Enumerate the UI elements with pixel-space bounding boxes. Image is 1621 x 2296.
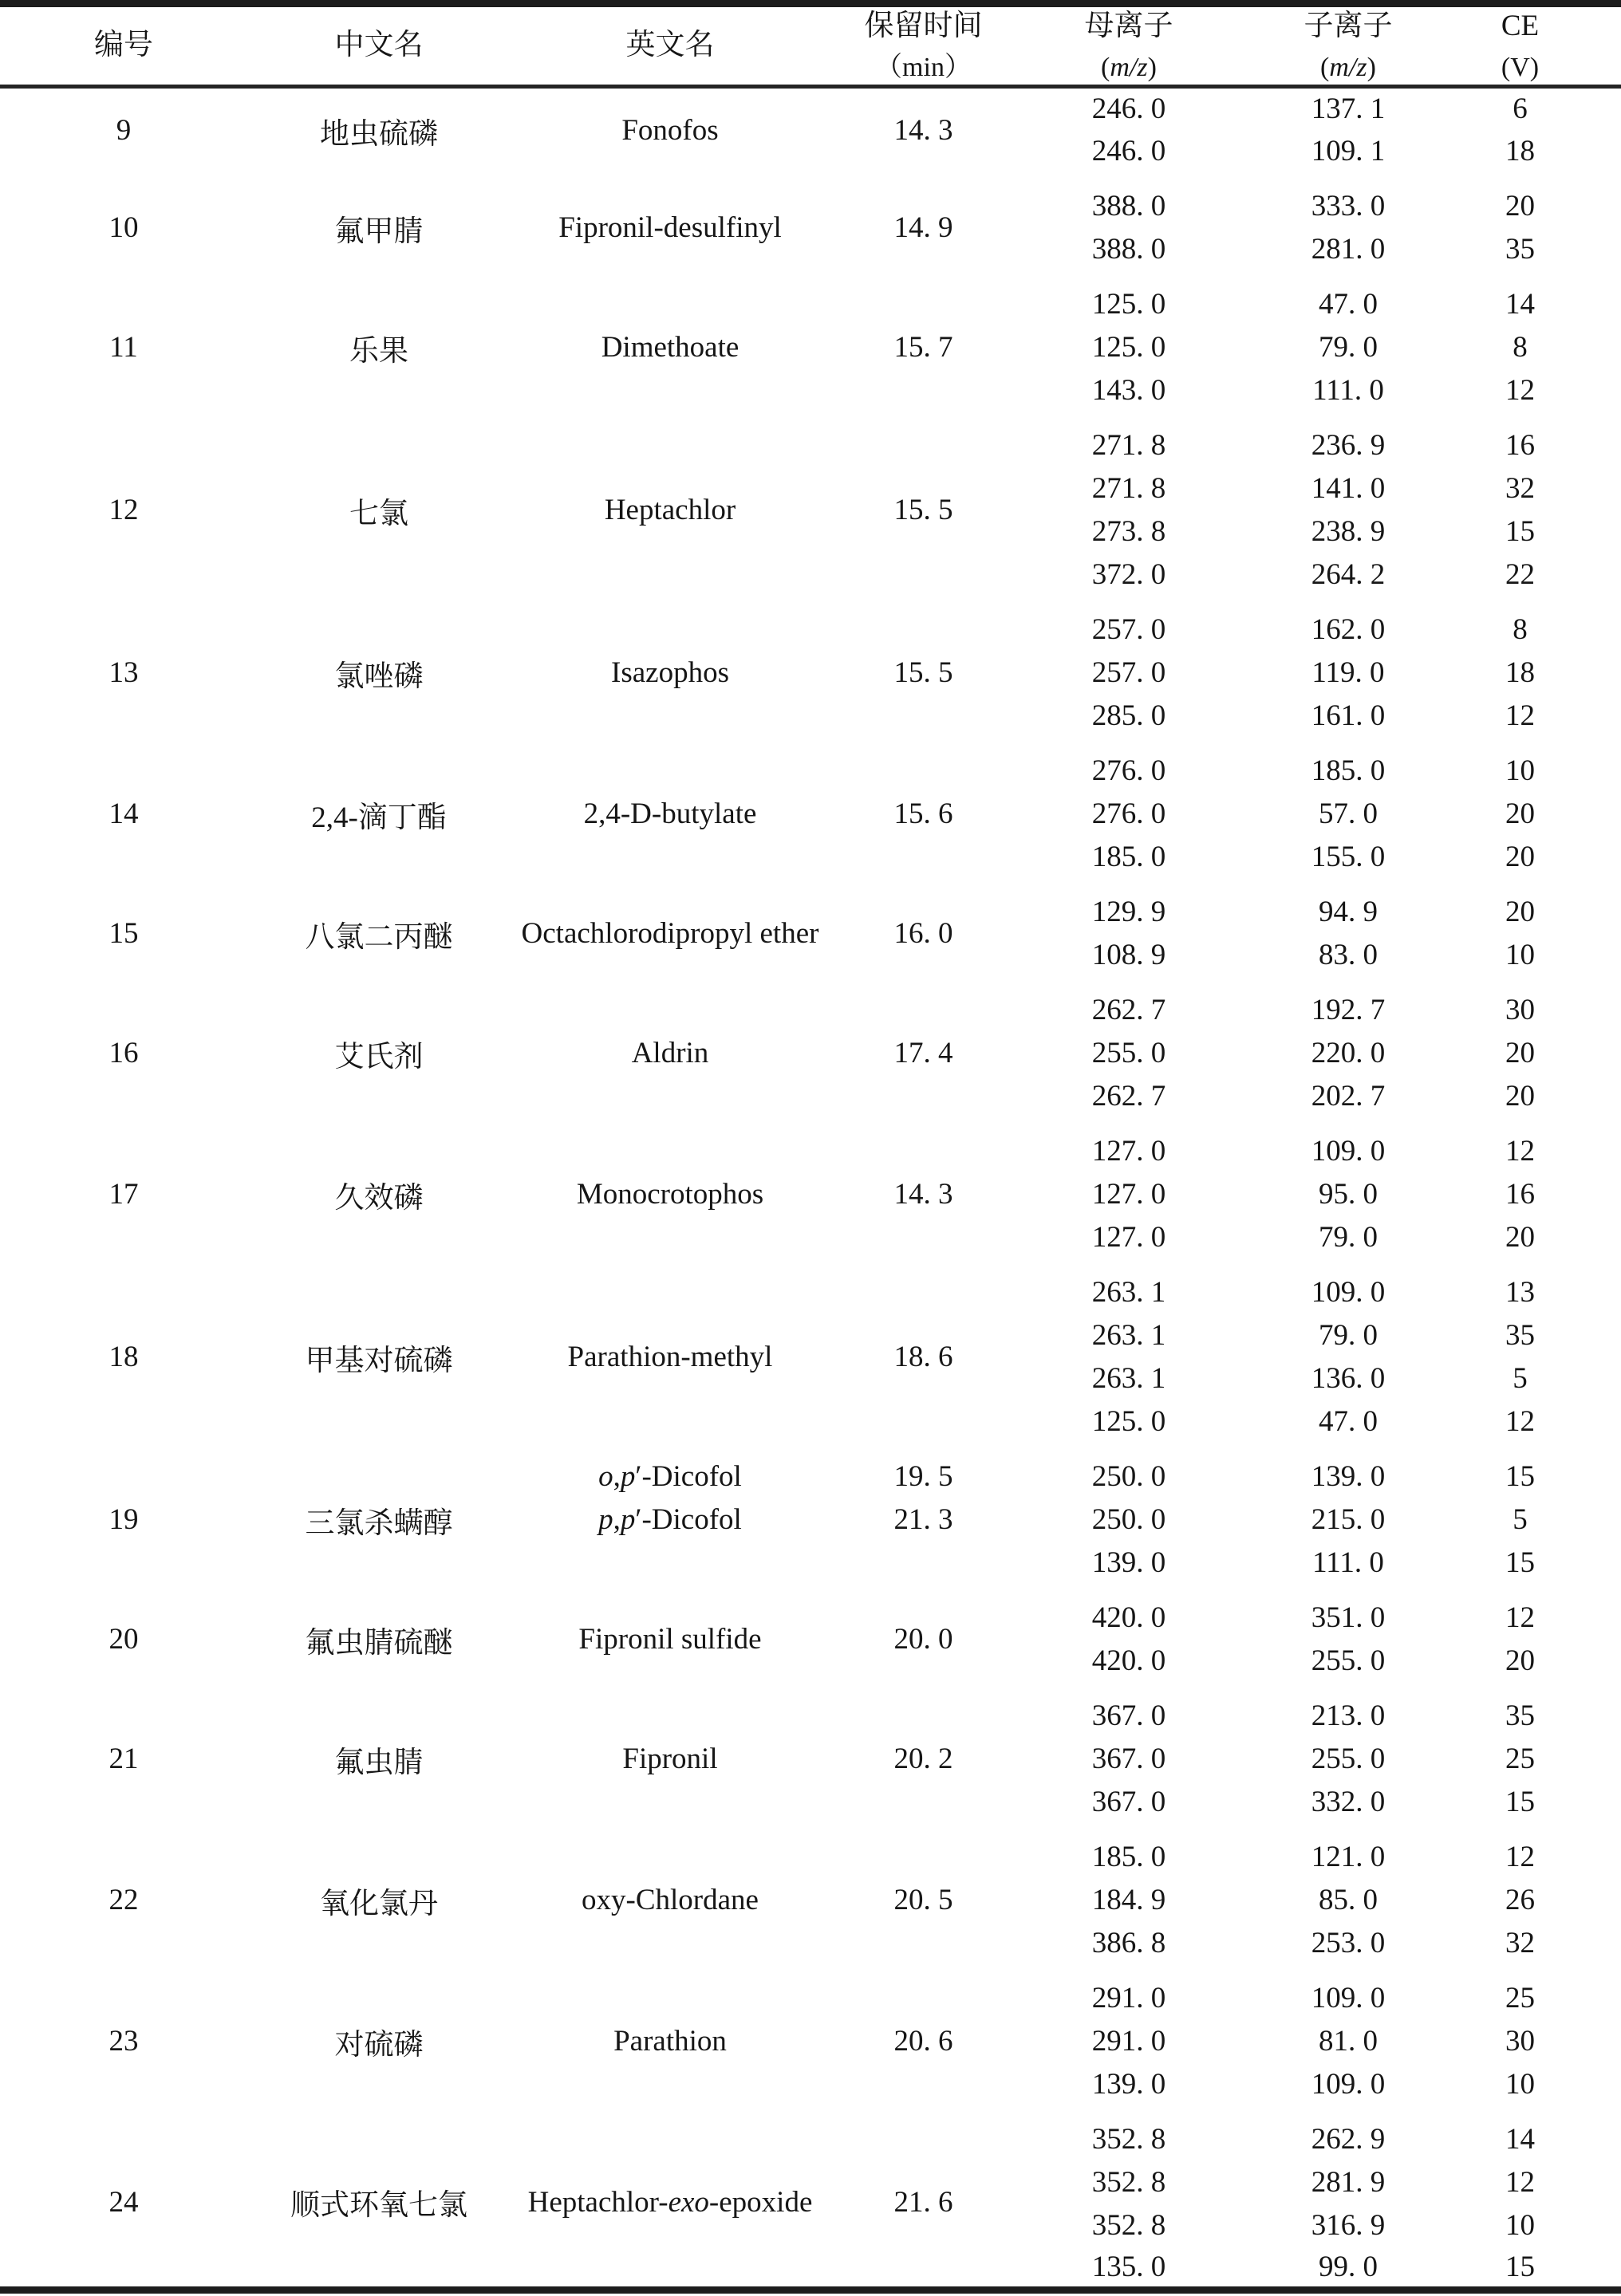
group-spacer-row	[0, 597, 1621, 608]
cell-daughter-ion: 137. 1	[1311, 93, 1386, 126]
cell-parent-ion: 125. 0	[1091, 288, 1166, 321]
cell-daughter-ion: 109. 0	[1311, 1135, 1386, 1168]
cell-daughter-ion: 81. 0	[1319, 2025, 1378, 2058]
cell-number: 14	[108, 797, 139, 830]
group-spacer	[0, 1118, 1621, 1130]
cell-daughter-ion: 281. 9	[1311, 2166, 1386, 2199]
group-spacer	[0, 977, 1621, 989]
cell-chinese-name: 氟虫腈硫醚	[305, 1626, 453, 1660]
cell-parent-ion: 372. 0	[1091, 558, 1166, 591]
cell-parent-ion: 388. 0	[1091, 190, 1166, 223]
cell-parent-ion: 108. 9	[1091, 939, 1166, 971]
cell-english-name: Octachlorodipropyl ether	[521, 917, 819, 950]
group-spacer-row	[0, 1824, 1621, 1836]
group-spacer	[0, 597, 1621, 608]
cell-daughter-ion: 109. 0	[1311, 2068, 1386, 2101]
table-row	[0, 185, 1621, 228]
cell-chinese-name: 七氯	[349, 497, 408, 530]
cell-daughter-ion: 109. 1	[1311, 135, 1386, 167]
cell-collision-energy: 15	[1505, 1546, 1535, 1579]
cell-retention-time: 15. 6	[893, 797, 953, 830]
cell-parent-ion: 257. 0	[1091, 613, 1166, 646]
cell-collision-energy: 20	[1505, 1221, 1535, 1254]
cell-daughter-ion: 139. 0	[1311, 1460, 1386, 1493]
cell-daughter-ion: 109. 0	[1311, 1276, 1386, 1309]
table-body	[0, 87, 1621, 2290]
group-spacer-row	[0, 977, 1621, 989]
table-row	[0, 1836, 1621, 1879]
header-cell-parent-ion	[1017, 4, 1240, 87]
group-spacer	[0, 738, 1621, 750]
cell-collision-energy: 6	[1513, 93, 1528, 126]
cell-english-name: Fipronil	[622, 1743, 718, 1775]
header-label-line1: 母离子	[1084, 9, 1173, 42]
group-spacer-row	[0, 173, 1621, 185]
cell-parent-ion: 143. 0	[1091, 374, 1166, 407]
cell-english-name: Isazophos	[611, 656, 729, 689]
cell-retention-time: 20. 5	[893, 1884, 953, 1916]
cell-daughter-ion: 111. 0	[1312, 1546, 1384, 1579]
cell-daughter-ion: 119. 0	[1311, 656, 1385, 689]
cell-parent-ion: 263. 1	[1091, 1362, 1166, 1395]
cell-parent-ion: 388. 0	[1091, 233, 1166, 266]
group-spacer	[0, 2106, 1621, 2118]
cell-retention-time: 20. 6	[893, 2025, 953, 2058]
cell-chinese-name: 氟虫腈	[334, 1746, 424, 1779]
cell-number: 22	[108, 1884, 139, 1916]
cell-number: 11	[109, 331, 138, 364]
group-spacer-row	[0, 879, 1621, 891]
cell-number: 23	[108, 2025, 139, 2058]
cell-chinese-name: 氟甲腈	[334, 215, 424, 248]
table-header	[0, 4, 1621, 87]
cell-parent-ion: 129. 9	[1091, 896, 1166, 928]
cell-english-name: Monocrotophos	[576, 1178, 764, 1211]
cell-collision-energy: 15	[1505, 515, 1535, 548]
cell-parent-ion: 276. 0	[1091, 754, 1166, 787]
cell-daughter-ion: 85. 0	[1319, 1884, 1378, 1916]
cell-daughter-ion: 109. 0	[1311, 1982, 1386, 2014]
cell-retention-time: 21. 6	[893, 2185, 953, 2219]
cell-parent-ion: 135. 0	[1091, 2250, 1166, 2283]
cell-retention-time: 17. 4	[893, 1037, 953, 1069]
cell-collision-energy: 10	[1505, 2068, 1535, 2101]
cell-english-name: o,p′-Dicofol	[598, 1460, 742, 1493]
cell-daughter-ion: 192. 7	[1311, 994, 1386, 1026]
cell-english-name: oxy-Chlordane	[582, 1884, 759, 1916]
cell-parent-ion: 184. 9	[1091, 1884, 1166, 1916]
header-label-line2: （min）	[875, 53, 972, 83]
cell-collision-energy: 16	[1505, 1178, 1535, 1211]
cell-parent-ion: 263. 1	[1091, 1319, 1166, 1352]
cell-chinese-name: 久效磷	[334, 1181, 424, 1215]
cell-collision-energy: 35	[1505, 1319, 1535, 1352]
cell-collision-energy: 5	[1513, 1503, 1528, 1536]
cell-parent-ion: 352. 8	[1091, 2123, 1166, 2156]
header-label-line2: (m/z)	[1320, 53, 1376, 83]
cell-collision-energy: 25	[1505, 1743, 1535, 1775]
cell-collision-energy: 20	[1505, 1644, 1535, 1677]
cell-daughter-ion: 255. 0	[1311, 1644, 1386, 1677]
cell-chinese-name: 2,4-滴丁酯	[311, 801, 447, 834]
table-row	[0, 1455, 1621, 1499]
cell-collision-energy: 12	[1505, 1601, 1535, 1634]
cell-collision-energy: 32	[1505, 1927, 1535, 1959]
table-row	[0, 1271, 1621, 1314]
cell-retention-time: 20. 2	[893, 1743, 953, 1775]
cell-collision-energy: 35	[1505, 1699, 1535, 1732]
cell-parent-ion: 139. 0	[1091, 1546, 1166, 1579]
cell-collision-energy: 25	[1505, 1982, 1535, 2014]
cell-collision-energy: 30	[1505, 2025, 1535, 2058]
cell-daughter-ion: 215. 0	[1311, 1503, 1386, 1536]
cell-collision-energy: 20	[1505, 1037, 1535, 1069]
header-label-line1: 子离子	[1304, 9, 1393, 42]
group-spacer-row	[0, 1965, 1621, 1977]
cell-english-name: Fipronil-desulfinyl	[558, 211, 782, 244]
table-row	[0, 891, 1621, 934]
cell-number: 20	[108, 1623, 139, 1656]
cell-collision-energy: 13	[1505, 1276, 1535, 1309]
cell-daughter-ion: 94. 9	[1319, 896, 1378, 928]
header-label-line1: 保留时间	[864, 9, 983, 42]
header-cell-number	[0, 4, 247, 87]
cell-parent-ion: 291. 0	[1091, 1982, 1166, 2014]
group-spacer	[0, 1683, 1621, 1695]
header-cell-daughter-ion	[1240, 4, 1456, 87]
group-spacer	[0, 412, 1621, 424]
cell-number: 19	[108, 1503, 139, 1536]
cell-parent-ion: 291. 0	[1091, 2025, 1166, 2058]
cell-number: 24	[108, 2185, 139, 2219]
cell-english-name: p,p′-Dicofol	[598, 1503, 742, 1536]
cell-daughter-ion: 202. 7	[1311, 1080, 1386, 1113]
cell-parent-ion: 367. 0	[1091, 1699, 1166, 1732]
table-row	[0, 1977, 1621, 2020]
table-row	[0, 283, 1621, 326]
cell-parent-ion: 262. 7	[1091, 994, 1166, 1026]
cell-parent-ion: 127. 0	[1091, 1178, 1166, 1211]
cell-parent-ion: 262. 7	[1091, 1080, 1166, 1113]
cell-parent-ion: 246. 0	[1091, 135, 1166, 167]
cell-parent-ion: 367. 0	[1091, 1786, 1166, 1818]
table-row	[0, 608, 1621, 652]
cell-chinese-name: 氯唑磷	[334, 660, 424, 693]
cell-daughter-ion: 121. 0	[1311, 1841, 1386, 1873]
group-spacer-row	[0, 1585, 1621, 1597]
cell-english-name: Heptachlor	[604, 494, 736, 526]
group-spacer-row	[0, 1259, 1621, 1271]
cell-english-name: Dimethoate	[601, 331, 740, 364]
cell-collision-energy: 12	[1505, 374, 1535, 407]
cell-daughter-ion: 162. 0	[1311, 613, 1386, 646]
cell-daughter-ion: 95. 0	[1319, 1178, 1378, 1211]
cell-collision-energy: 10	[1505, 939, 1535, 971]
header-label-line1: CE	[1501, 9, 1540, 42]
cell-chinese-name: 顺式环氧七氯	[290, 2189, 467, 2223]
cell-number: 9	[116, 114, 132, 148]
cell-daughter-ion: 351. 0	[1311, 1601, 1386, 1634]
group-spacer-row	[0, 412, 1621, 424]
cell-parent-ion: 255. 0	[1091, 1037, 1166, 1069]
header-cell-retention-time	[830, 4, 1017, 87]
cell-daughter-ion: 281. 0	[1311, 233, 1386, 266]
group-spacer	[0, 879, 1621, 891]
cell-number: 18	[108, 1341, 139, 1373]
group-spacer	[0, 271, 1621, 283]
cell-daughter-ion: 99. 0	[1319, 2250, 1378, 2283]
cell-collision-energy: 12	[1505, 1405, 1535, 1438]
group-spacer-row	[0, 1683, 1621, 1695]
cell-daughter-ion: 155. 0	[1311, 841, 1386, 873]
group-spacer-row	[0, 271, 1621, 283]
cell-parent-ion: 420. 0	[1091, 1601, 1166, 1634]
table-row	[0, 1695, 1621, 1738]
header-label-line1: 中文名	[334, 29, 424, 62]
cell-parent-ion: 257. 0	[1091, 656, 1166, 689]
cell-daughter-ion: 161. 0	[1311, 699, 1386, 732]
table-row	[0, 1597, 1621, 1640]
cell-daughter-ion: 316. 9	[1311, 2209, 1386, 2242]
cell-collision-energy: 8	[1513, 331, 1528, 364]
cell-daughter-ion: 111. 0	[1312, 374, 1384, 407]
cell-number: 10	[108, 211, 139, 244]
cell-collision-energy: 8	[1513, 613, 1528, 646]
cell-english-name: Heptachlor-exo-epoxide	[527, 2185, 813, 2219]
cell-collision-energy: 20	[1505, 1080, 1535, 1113]
cell-parent-ion: 352. 8	[1091, 2166, 1166, 2199]
cell-collision-energy: 12	[1505, 699, 1535, 732]
cell-parent-ion: 125. 0	[1091, 331, 1166, 364]
cell-parent-ion: 246. 0	[1091, 93, 1166, 126]
cell-daughter-ion: 47. 0	[1319, 288, 1378, 321]
table-row	[0, 750, 1621, 793]
group-spacer-row	[0, 738, 1621, 750]
cell-retention-time	[830, 1542, 1017, 1585]
cell-parent-ion: 271. 8	[1091, 429, 1166, 462]
cell-daughter-ion: 238. 9	[1311, 515, 1386, 548]
group-spacer-row	[0, 1443, 1621, 1455]
cell-retention-time: 20. 0	[893, 1623, 953, 1656]
cell-collision-energy: 30	[1505, 994, 1535, 1026]
header-label-line1: 英文名	[625, 29, 715, 62]
cell-number: 16	[108, 1037, 139, 1069]
header-label-line1: 编号	[94, 29, 153, 62]
cell-parent-ion: 367. 0	[1091, 1743, 1166, 1775]
header-cell-collision-energy	[1456, 4, 1621, 87]
cell-daughter-ion: 79. 0	[1319, 331, 1378, 364]
cell-collision-energy: 18	[1505, 135, 1535, 167]
cell-collision-energy: 32	[1505, 472, 1535, 505]
cell-english-name: Fipronil sulfide	[578, 1623, 762, 1656]
cell-collision-energy: 16	[1505, 429, 1535, 462]
header-cell-english-name	[511, 4, 830, 87]
cell-retention-time: 14. 3	[893, 114, 953, 148]
cell-retention-time: 19. 5	[893, 1460, 953, 1493]
cell-collision-energy: 12	[1505, 1841, 1535, 1873]
cell-number: 12	[108, 494, 139, 526]
cell-daughter-ion: 262. 9	[1311, 2123, 1386, 2156]
cell-collision-energy: 15	[1505, 1786, 1535, 1818]
cell-chinese-name: 三氯杀螨醇	[305, 1506, 453, 1540]
table-row	[0, 1130, 1621, 1173]
cell-chinese-name: 对硫磷	[334, 2028, 424, 2062]
cell-parent-ion: 285. 0	[1091, 699, 1166, 732]
cell-daughter-ion: 332. 0	[1311, 1786, 1386, 1818]
table-row	[0, 989, 1621, 1032]
cell-collision-energy: 10	[1505, 754, 1535, 787]
cell-collision-energy: 22	[1505, 558, 1535, 591]
cell-collision-energy: 20	[1505, 896, 1535, 928]
cell-parent-ion: 276. 0	[1091, 797, 1166, 830]
cell-daughter-ion: 220. 0	[1311, 1037, 1386, 1069]
cell-retention-time: 14. 9	[893, 211, 953, 244]
cell-retention-time: 16. 0	[893, 917, 953, 950]
cell-daughter-ion: 333. 0	[1311, 190, 1386, 223]
cell-parent-ion: 263. 1	[1091, 1276, 1166, 1309]
cell-collision-energy: 20	[1505, 190, 1535, 223]
cell-collision-energy: 15	[1505, 2250, 1535, 2283]
cell-collision-energy: 15	[1505, 1460, 1535, 1493]
cell-parent-ion: 250. 0	[1091, 1503, 1166, 1536]
cell-chinese-name: 甲基对硫磷	[305, 1344, 453, 1377]
cell-retention-time: 15. 5	[893, 494, 953, 526]
group-spacer	[0, 1965, 1621, 1977]
cell-collision-energy: 5	[1513, 1362, 1528, 1395]
cell-chinese-name: 八氯二丙醚	[305, 920, 453, 954]
cell-parent-ion: 185. 0	[1091, 1841, 1166, 1873]
cell-english-name: Aldrin	[631, 1037, 709, 1069]
cell-collision-energy: 14	[1505, 288, 1535, 321]
cell-parent-ion: 250. 0	[1091, 1460, 1166, 1493]
header-label-line2: (m/z)	[1101, 53, 1157, 83]
cell-retention-time: 21. 3	[893, 1503, 953, 1536]
cell-chinese-name: 氧化氯丹	[320, 1887, 438, 1920]
cell-collision-energy: 12	[1505, 1135, 1535, 1168]
group-spacer	[0, 1443, 1621, 1455]
cell-retention-time: 14. 3	[893, 1178, 953, 1211]
cell-retention-time: 18. 6	[893, 1341, 953, 1373]
cell-chinese-name: 艾氏剂	[334, 1040, 424, 1073]
table-row	[0, 424, 1621, 467]
cell-number: 13	[108, 656, 139, 689]
cell-parent-ion: 271. 8	[1091, 472, 1166, 505]
cell-retention-time: 15. 7	[893, 331, 953, 364]
cell-daughter-ion: 255. 0	[1311, 1743, 1386, 1775]
group-spacer	[0, 1259, 1621, 1271]
cell-daughter-ion: 253. 0	[1311, 1927, 1386, 1959]
header-label-line2: (V)	[1501, 53, 1540, 83]
cell-parent-ion: 139. 0	[1091, 2068, 1166, 2101]
cell-number: 21	[108, 1743, 139, 1775]
cell-daughter-ion: 83. 0	[1319, 939, 1378, 971]
group-spacer-row	[0, 1118, 1621, 1130]
cell-english-name: Parathion-methyl	[567, 1341, 773, 1373]
cell-number: 15	[108, 917, 139, 950]
cell-collision-energy: 12	[1505, 2166, 1535, 2199]
cell-parent-ion: 352. 8	[1091, 2209, 1166, 2242]
header-row	[0, 4, 1621, 87]
cell-collision-energy: 26	[1505, 1884, 1535, 1916]
cell-number: 17	[108, 1178, 139, 1211]
group-spacer	[0, 1824, 1621, 1836]
cell-daughter-ion: 141. 0	[1311, 472, 1386, 505]
cell-collision-energy: 20	[1505, 797, 1535, 830]
cell-daughter-ion: 213. 0	[1311, 1699, 1386, 1732]
header-cell-chinese-name	[247, 4, 511, 87]
cell-chinese-name: 乐果	[349, 334, 408, 368]
cell-parent-ion: 273. 8	[1091, 515, 1166, 548]
cell-parent-ion: 125. 0	[1091, 1405, 1166, 1438]
cell-chinese-name: 地虫硫磷	[320, 117, 438, 151]
group-spacer	[0, 1585, 1621, 1597]
cell-collision-energy: 18	[1505, 656, 1535, 689]
cell-daughter-ion: 136. 0	[1311, 1362, 1386, 1395]
cell-daughter-ion: 79. 0	[1319, 1221, 1378, 1254]
cell-english-name	[511, 1542, 830, 1585]
cell-daughter-ion: 57. 0	[1319, 797, 1378, 830]
cell-parent-ion: 185. 0	[1091, 841, 1166, 873]
group-spacer	[0, 173, 1621, 185]
cell-daughter-ion: 79. 0	[1319, 1319, 1378, 1352]
cell-collision-energy: 10	[1505, 2209, 1535, 2242]
group-spacer-row	[0, 2106, 1621, 2118]
cell-daughter-ion: 236. 9	[1311, 429, 1386, 462]
cell-parent-ion: 127. 0	[1091, 1135, 1166, 1168]
cell-parent-ion: 127. 0	[1091, 1221, 1166, 1254]
table-row	[0, 87, 1621, 130]
cell-english-name: 2,4-D-butylate	[583, 797, 757, 830]
table-row	[0, 2118, 1621, 2161]
cell-collision-energy: 20	[1505, 841, 1535, 873]
cell-parent-ion: 386. 8	[1091, 1927, 1166, 1959]
cell-retention-time: 15. 5	[893, 656, 953, 689]
cell-parent-ion: 420. 0	[1091, 1644, 1166, 1677]
cell-collision-energy: 35	[1505, 233, 1535, 266]
cell-english-name: Parathion	[613, 2025, 727, 2058]
cell-daughter-ion: 264. 2	[1311, 558, 1386, 591]
cell-daughter-ion: 185. 0	[1311, 754, 1386, 787]
cell-collision-energy: 14	[1505, 2123, 1535, 2156]
cell-daughter-ion: 47. 0	[1319, 1405, 1378, 1438]
cell-english-name: Fonofos	[621, 114, 719, 148]
